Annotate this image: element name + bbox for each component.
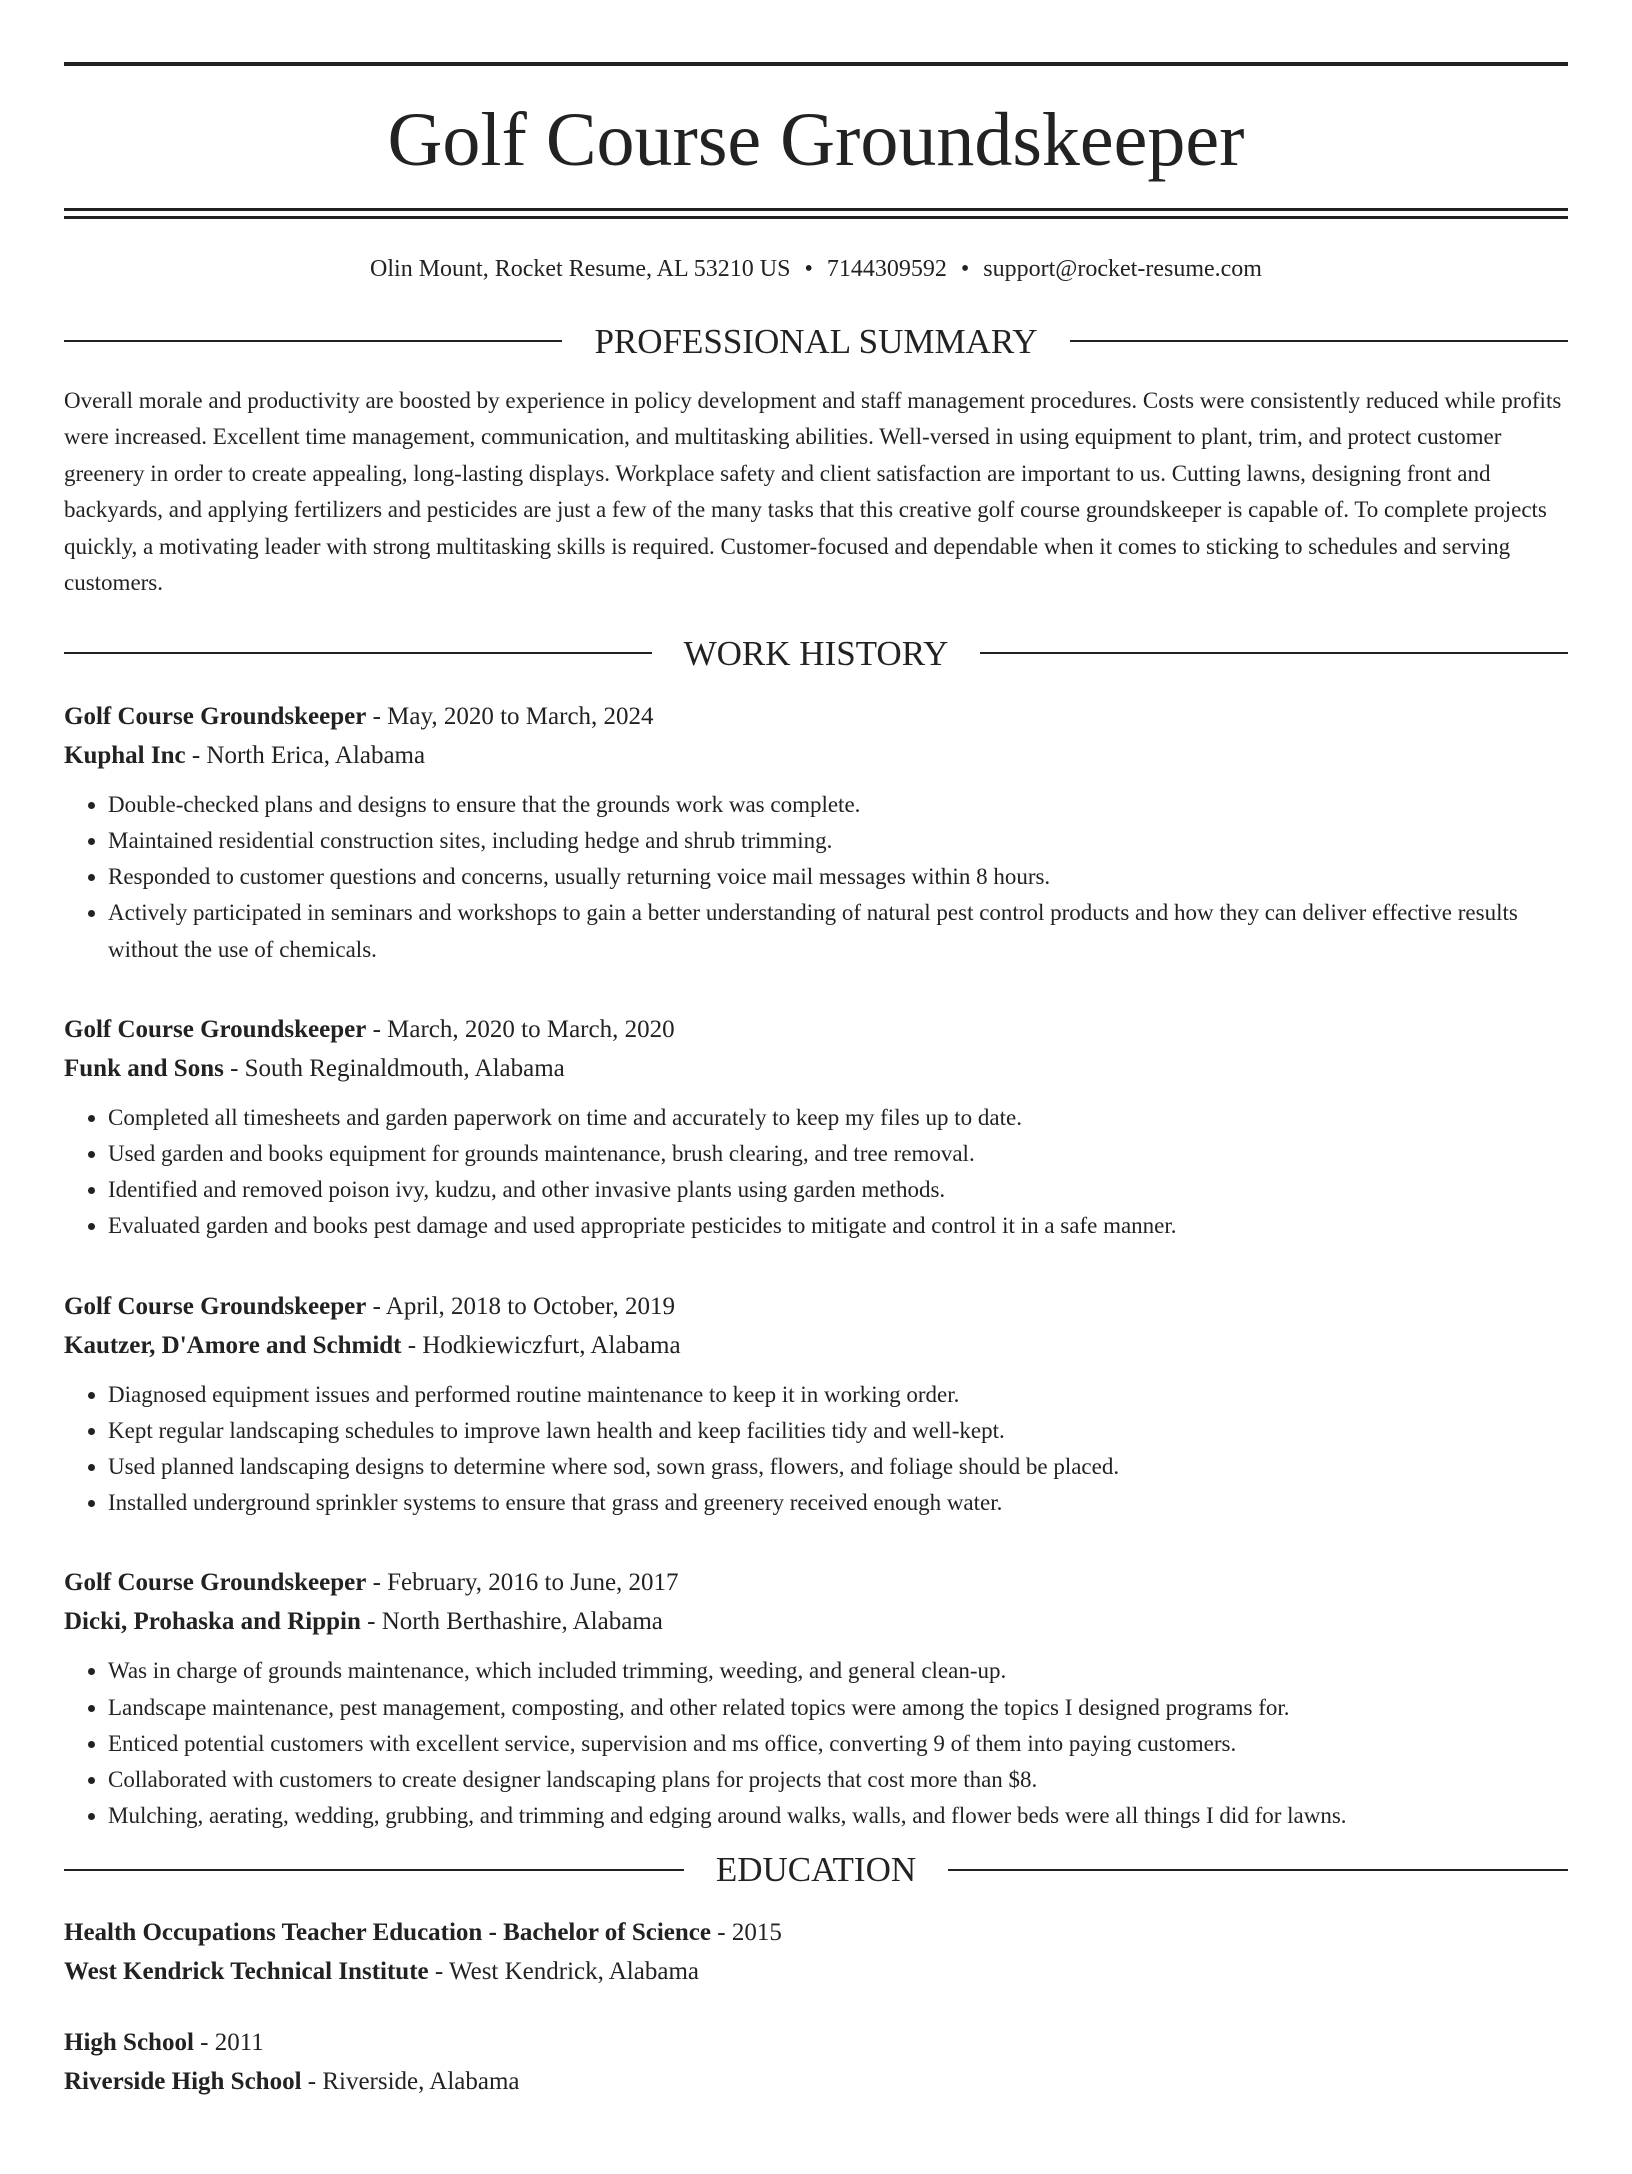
job-company-line [64, 1049, 1568, 1088]
summary-heading-label: PROFESSIONAL SUMMARY [594, 321, 1038, 361]
job-company-line [64, 1602, 1568, 1641]
job-title-line [64, 1010, 1568, 1049]
job-dates: - March, 2020 to March, 2020 [366, 1015, 675, 1043]
job-entry [64, 1010, 1568, 1245]
education-school-line [64, 2062, 1568, 2101]
summary-text: Overall morale and productivity are boosted by experience in policy development and staff management procedures. Costs were consistently reduced while profits were increased. Excellent time management, communication, and multitasking abilities. Well-versed in using equipment to plant, trim, and protect customer greenery in order to create appealing, long-lasting displays. Workplace safety and client satisfaction are important to us. Cutting lawns, designing front and backyards, and applying fertilizers and pesticides are just a few of the many tasks that this creative golf course groundskeeper is capable of. To complete projects quickly, a motivating leader with strong multitasking skills is required. Customer-focused and dependable when it comes to sticking to schedules and serving customers. [64, 387, 1562, 596]
education-heading-label: EDUCATION [715, 1850, 917, 1890]
job-bullet: • Kept regular landscaping schedules to improve lawn health and keep facilities tidy and well-kept. [108, 1413, 1568, 1449]
heading-rule-left [64, 652, 652, 654]
work-history-heading-label: WORK HISTORY [683, 633, 949, 673]
job-bullet: • Installed underground sprinkler systems to ensure that grass and greenery received enough water. [108, 1485, 1568, 1521]
job-title-line [64, 1563, 1568, 1602]
resume-name: Golf Course Groundskeeper [387, 98, 1245, 182]
contact-email: support@rocket-resume.com [983, 256, 1262, 282]
job-entry [64, 697, 1568, 968]
job-title-line [64, 697, 1568, 736]
job-dates: - May, 2020 to March, 2024 [366, 702, 654, 730]
job-location: - North Erica, Alabama [185, 741, 426, 769]
job-bullet: • Mulching, aerating, wedding, grubbing, and trimming and edging around walks, walls, and flower beds were all things I did for lawns. [108, 1798, 1568, 1834]
job-title: Golf Course Groundskeeper [64, 1292, 367, 1320]
job-bullets [64, 787, 1568, 968]
heading-rule-left [64, 1869, 684, 1871]
job-bullet: • Identified and removed poison ivy, kudzu, and other invasive plants using garden methods. [108, 1172, 1568, 1208]
education-heading [64, 1850, 1568, 1890]
job-bullets [64, 1377, 1568, 1522]
education-entry [64, 2023, 1568, 2101]
job-bullet: • Responded to customer questions and concerns, usually returning voice mail messages within 8 hours. [108, 859, 1568, 895]
job-entry [64, 1287, 1568, 1522]
job-bullet: • Enticed potential customers with excellent service, supervision and ms office, converting 9 of them into paying customers. [108, 1726, 1568, 1762]
education-location: - Riverside, Alabama [301, 2068, 520, 2096]
job-title: Golf Course Groundskeeper [64, 1015, 367, 1043]
job-location: - Hodkiewiczfurt, Alabama [401, 1331, 681, 1359]
job-company-line [64, 1326, 1568, 1365]
contact-phone: 7144309592 [826, 256, 947, 282]
job-dates: - April, 2018 to October, 2019 [366, 1292, 676, 1320]
job-company: Kautzer, D'Amore and Schmidt [64, 1331, 402, 1359]
work-history-heading [64, 633, 1568, 673]
job-entry [64, 1563, 1568, 1834]
heading-rule-right [948, 1869, 1568, 1871]
job-location: - South Reginaldmouth, Alabama [223, 1054, 565, 1082]
contact-line [64, 255, 1568, 284]
contact-separator: • [960, 256, 970, 282]
job-title: Golf Course Groundskeeper [64, 1569, 367, 1597]
job-bullet: • Maintained residential construction sites, including hedge and shrub trimming. [108, 823, 1568, 859]
job-bullet: • Landscape maintenance, pest management, composting, and other related topics were among the topics I designed programs for. [108, 1690, 1568, 1726]
job-company: Dicki, Prohaska and Rippin [64, 1608, 361, 1636]
education-year: - 2011 [193, 2029, 264, 2057]
education-location: - West Kendrick, Alabama [428, 1958, 699, 1986]
job-bullet: • Double-checked plans and designs to ensure that the grounds work was complete. [108, 787, 1568, 823]
heading-rule-right [1070, 340, 1568, 342]
job-bullets [64, 1653, 1568, 1834]
education-school: West Kendrick Technical Institute [64, 1958, 429, 1986]
education-degree-line [64, 1913, 1568, 1952]
education-entry [64, 1913, 1568, 1991]
job-company: Kuphal Inc [64, 741, 186, 769]
heading-rule-left [64, 340, 562, 342]
job-title: Golf Course Groundskeeper [64, 702, 367, 730]
education-degree: Health Occupations Teacher Education - Bachelor of Science [64, 1919, 711, 1947]
job-bullet: • Completed all timesheets and garden paperwork on time and accurately to keep my files up to date. [108, 1100, 1568, 1136]
job-bullet: • Actively participated in seminars and workshops to gain a better understanding of natural pest control products and how they can deliver effective results without the use of chemicals. [108, 895, 1568, 967]
summary-heading [64, 321, 1568, 361]
job-bullet: • Evaluated garden and books pest damage and used appropriate pesticides to mitigate and control it in a safe manner. [108, 1208, 1568, 1244]
contact-address: Olin Mount, Rocket Resume, AL 53210 US [370, 256, 791, 282]
job-bullets [64, 1100, 1568, 1245]
education-year: - 2015 [711, 1919, 782, 1947]
job-company-line [64, 736, 1568, 775]
education-degree: High School [64, 2029, 194, 2057]
education-school-line [64, 1952, 1568, 1991]
top-rule [64, 62, 1568, 66]
job-dates: - February, 2016 to June, 2017 [366, 1569, 679, 1597]
job-location: - North Berthashire, Alabama [360, 1608, 663, 1636]
resume-page [0, 62, 1632, 2174]
job-bullet: • Collaborated with customers to create designer landscaping plans for projects that cost more than $8. [108, 1762, 1568, 1798]
contact-separator: • [804, 256, 813, 282]
double-rule [64, 208, 1568, 219]
job-title-line [64, 1287, 1568, 1326]
heading-rule-right [980, 652, 1568, 654]
job-company: Funk and Sons [64, 1054, 224, 1082]
job-bullet: • Diagnosed equipment issues and performed routine maintenance to keep it in working order. [108, 1377, 1568, 1413]
education-degree-line [64, 2023, 1568, 2062]
job-bullet: • Used garden and books equipment for grounds maintenance, brush clearing, and tree removal. [108, 1136, 1568, 1172]
job-bullet: • Used planned landscaping designs to determine where sod, sown grass, flowers, and foliage should be placed. [108, 1449, 1568, 1485]
education-school: Riverside High School [64, 2068, 302, 2096]
job-bullet: • Was in charge of grounds maintenance, which included trimming, weeding, and general clean-up. [108, 1653, 1568, 1689]
